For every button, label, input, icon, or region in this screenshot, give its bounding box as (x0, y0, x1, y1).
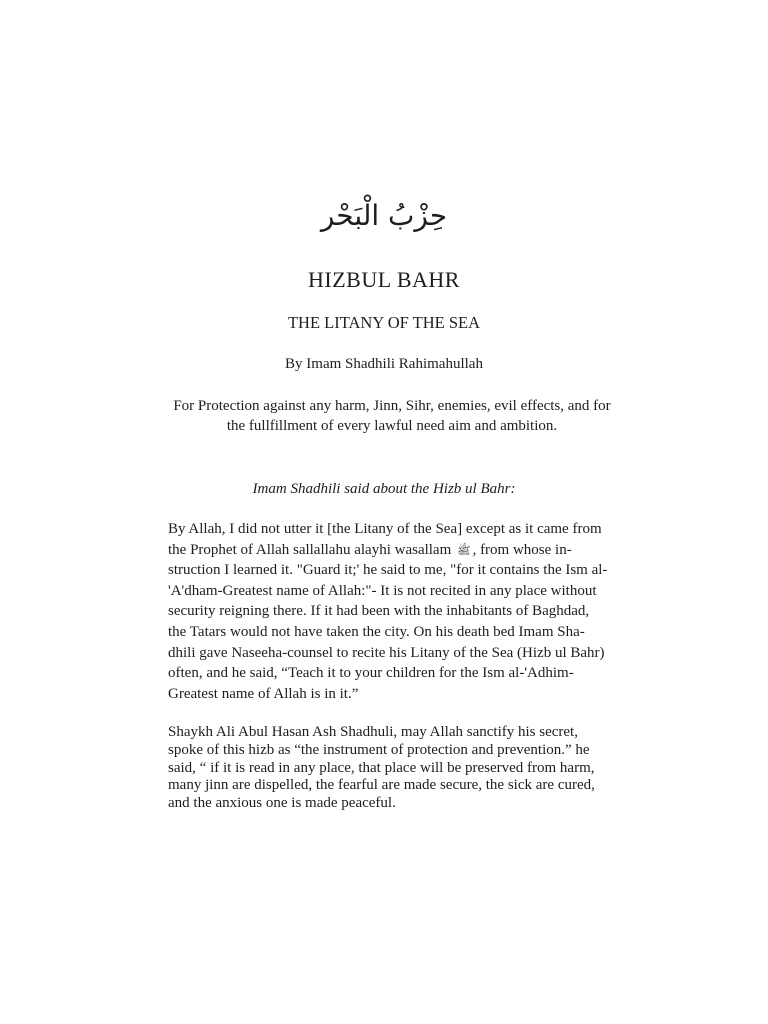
paragraph-line: security reigning there. If it had been with the inhabitants of Baghdad, (168, 603, 590, 620)
paragraph-line: Greatest name of Allah is in it.” (168, 685, 359, 702)
paragraph-line (168, 540, 620, 561)
page-title: HIZBUL BAHR (308, 267, 460, 292)
purpose-line: For Protection against any harm, Jinn, Sihr, enemies, evil effects, and for (173, 398, 611, 414)
paragraph-line: dhili gave Naseeha-counsel to recite his Litany of the Sea (Hizb ul Bahr) (168, 644, 605, 661)
paragraph-1 (168, 519, 620, 704)
paragraph-2 (168, 724, 620, 813)
paragraph-line-part: the Prophet of Allah sallallahu alayhi wasallam (168, 541, 452, 558)
paragraph-line: Shaykh Ali Abul Hasan Ash Shadhuli, may Allah sanctify his secret, (168, 724, 578, 740)
page-subtitle: THE LITANY OF THE SEA (287, 313, 481, 332)
paragraph-line: the Tatars would not have taken the city. On his death bed Imam Sha- (168, 623, 585, 640)
paragraph-line: spoke of this hizb as “the instrument of protection and prevention.” he (168, 741, 590, 758)
salawat-honorific-icon: ﷺ (457, 543, 471, 557)
paragraph-line: 'A'dham-Greatest name of Allah:"- It is not recited in any place without (168, 582, 597, 599)
paragraph-line: often, and he said, “Teach it to your children for the Ism al-'Adhim- (168, 665, 574, 682)
paragraph-line: and the anxious one is made peaceful. (168, 795, 396, 812)
paragraph-line-part: , from whose in- (472, 541, 572, 558)
purpose-line: the fullfillment of every lawful need aim and ambition. (226, 418, 558, 434)
paragraph-line: struction I learned it. "Guard it;' he said to me, "for it contains the Ism al- (168, 562, 608, 579)
author-line: By Imam Shadhili Rahimahullah (285, 356, 483, 372)
arabic-title: حِزْبُ الْبَحْر (320, 199, 448, 232)
purpose-statement (160, 396, 624, 436)
paragraph-line: said, “ if it is read in any place, that place will be preserved from harm, (168, 759, 595, 776)
quote-intro: Imam Shadhili said about the Hizb ul Bahr: (252, 481, 516, 497)
paragraph-line: By Allah, I did not utter it [the Litany of the Sea] except as it came from (168, 521, 602, 537)
paragraph-line: many jinn are dispelled, the fearful are made secure, the sick are cured, (168, 777, 595, 794)
